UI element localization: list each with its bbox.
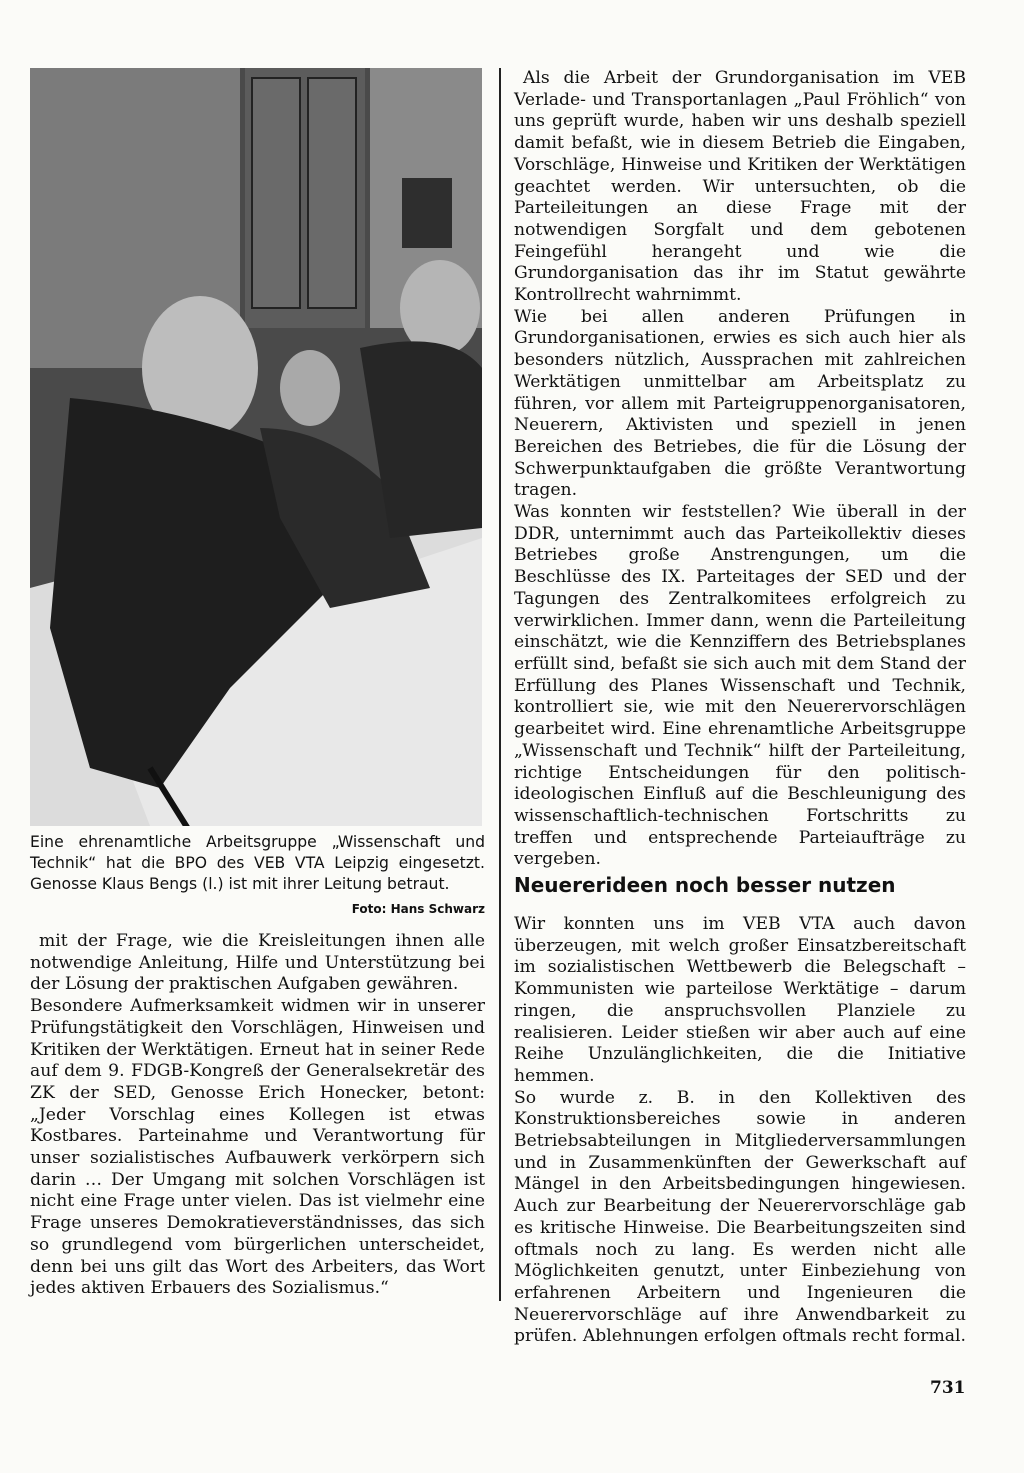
left-column-text <box>30 931 485 1300</box>
caption-text: Eine ehrenamtliche Arbeitsgruppe „Wissenschaft und Technik“ hat die BPO des VEB VTA Leipzig eingesetzt. Genosse Klaus Bengs (l.) ist mit ihrer Leitung betraut. <box>30 833 485 893</box>
article-photo <box>30 68 482 826</box>
right-paragraph-3: Was konnten wir feststellen? Wie überall in der DDR, unternimmt auch das Parteikollektiv dieses Betriebes große Anstrengungen, um die Beschlüsse des IX. Parteitages der SED und der Tagungen des Zentralkomitees erfolgreich zu verwirklichen. Immer dann, wenn die Parteileitung einschätzt, wie die Kennziffern des Betriebsplanes erfüllt sind, befaßt sie sich auch mit dem Stand der Erfüllung des Planes Wissenschaft und Technik, kontrolliert sie, wie mit den Neuerervorschlägen gearbeitet wird. Eine ehrenamtliche Arbeitsgruppe „Wissenschaft und Technik“ hilft der Parteileitung, richtige Entscheidungen für den politisch-ideologischen Einfluß auf die Beschleunigung des wissenschaftlich-technischen Fortschritts zu treffen und entsprechende Parteiaufträge zu vergeben. <box>514 502 966 870</box>
page-number: 731 <box>930 1378 966 1398</box>
right-paragraph-5: So wurde z. B. in den Kollektiven des Konstruktionsbereiches sowie in anderen Betriebsabteilungen in Mitgliederversammlungen und in Zusammenkünften der Gewerkschaft auf Mängel in den Arbeitsbedingungen hingewiesen. Auch zur Bearbeitung der Neuerervorschläge gab es kritische Hinweise. Die Bearbeitungszeiten sind oftmals noch zu lang. Es werden nicht alle Möglichkeiten genutzt, unter Einbeziehung von erfahrenen Arbeitern und Ingenieuren die Neuerervorschläge auf ihre Anwendbarkeit zu prüfen. Ablehnungen erfolgen oftmals recht formal. <box>514 1087 967 1347</box>
section-heading: Neuererideen noch besser nutzen <box>514 873 896 897</box>
right-column-text-continued <box>514 914 966 1348</box>
photo-image <box>30 68 482 826</box>
right-column-text <box>514 68 966 871</box>
left-paragraph-1: mit der Frage, wie die Kreisleitungen ihnen alle notwendige Anleitung, Hilfe und Unterstützung bei der Lösung der praktischen Aufgaben gewähren. <box>30 931 485 995</box>
column-divider <box>499 68 501 1301</box>
right-paragraph-4: Wir konnten uns im VEB VTA auch davon überzeugen, mit welch großer Einsatzbereitschaft im sozialistischen Wettbewerb die Belegschaft – Kommunisten wie parteilose Werktätige – darum ringen, die anspruchsvollen Planziele zu realisieren. Leider stießen wir aber auch auf eine Reihe Unzulänglichkeiten, die die Initiative hemmen. <box>514 914 966 1086</box>
photo-credit: Foto: Hans Schwarz <box>351 902 485 916</box>
photo-caption <box>30 832 485 920</box>
left-paragraph-2: Besondere Aufmerksamkeit widmen wir in unserer Prüfungstätigkeit den Vorschlägen, Hinweisen und Kritiken der Werktätigen. Erneut hat in seiner Rede auf dem 9. FDGB-Kongreß der Generalsekretär des ZK der SED, Genosse Erich Honecker, betont: „Jeder Vorschlag eines Kollegen ist etwas Kostbares. Parteinahme und Verantwortung für unser sozialistisches Aufbauwerk verkörpern sich darin … Der Umgang mit solchen Vorschlägen ist nicht eine Frage unter vielen. Das ist vielmehr eine Frage unseres Demokratieverständnisses, das sich so grundlegend vom bürgerlichen unterscheidet, denn bei uns gilt das Wort des Arbeiters, das Wort jedes aktiven Erbauers des Sozialismus.“ <box>30 996 485 1299</box>
right-paragraph-1: Als die Arbeit der Grundorganisation im VEB Verlade- und Transportanlagen „Paul Fröhlich“ von uns geprüft wurde, haben wir uns deshalb speziell damit befaßt, wie in diesem Betrieb die Eingaben, Vorschläge, Hinweise und Kritiken der Werktätigen geachtet werden. Wir untersuchten, ob die Parteileitungen an diese Frage mit der notwendigen Sorgfalt und dem gebotenen Feingefühl herangeht und wie die Grundorganisation das ihr im Statut gewährte Kontrollrecht wahrnimmt. <box>514 68 966 306</box>
right-paragraph-2: Wie bei allen anderen Prüfungen in Grundorganisationen, erwies es sich auch hier als besonders nützlich, Aussprachen mit zahlreichen Werktätigen unmittelbar am Arbeitsplatz zu führen, vor allem mit Parteigruppenorganisatoren, Neuerern, Aktivisten und speziell in jenen Bereichen des Betriebes, die für die Lösung der Schwerpunktaufgaben die größte Verantwortung tragen. <box>514 306 966 501</box>
